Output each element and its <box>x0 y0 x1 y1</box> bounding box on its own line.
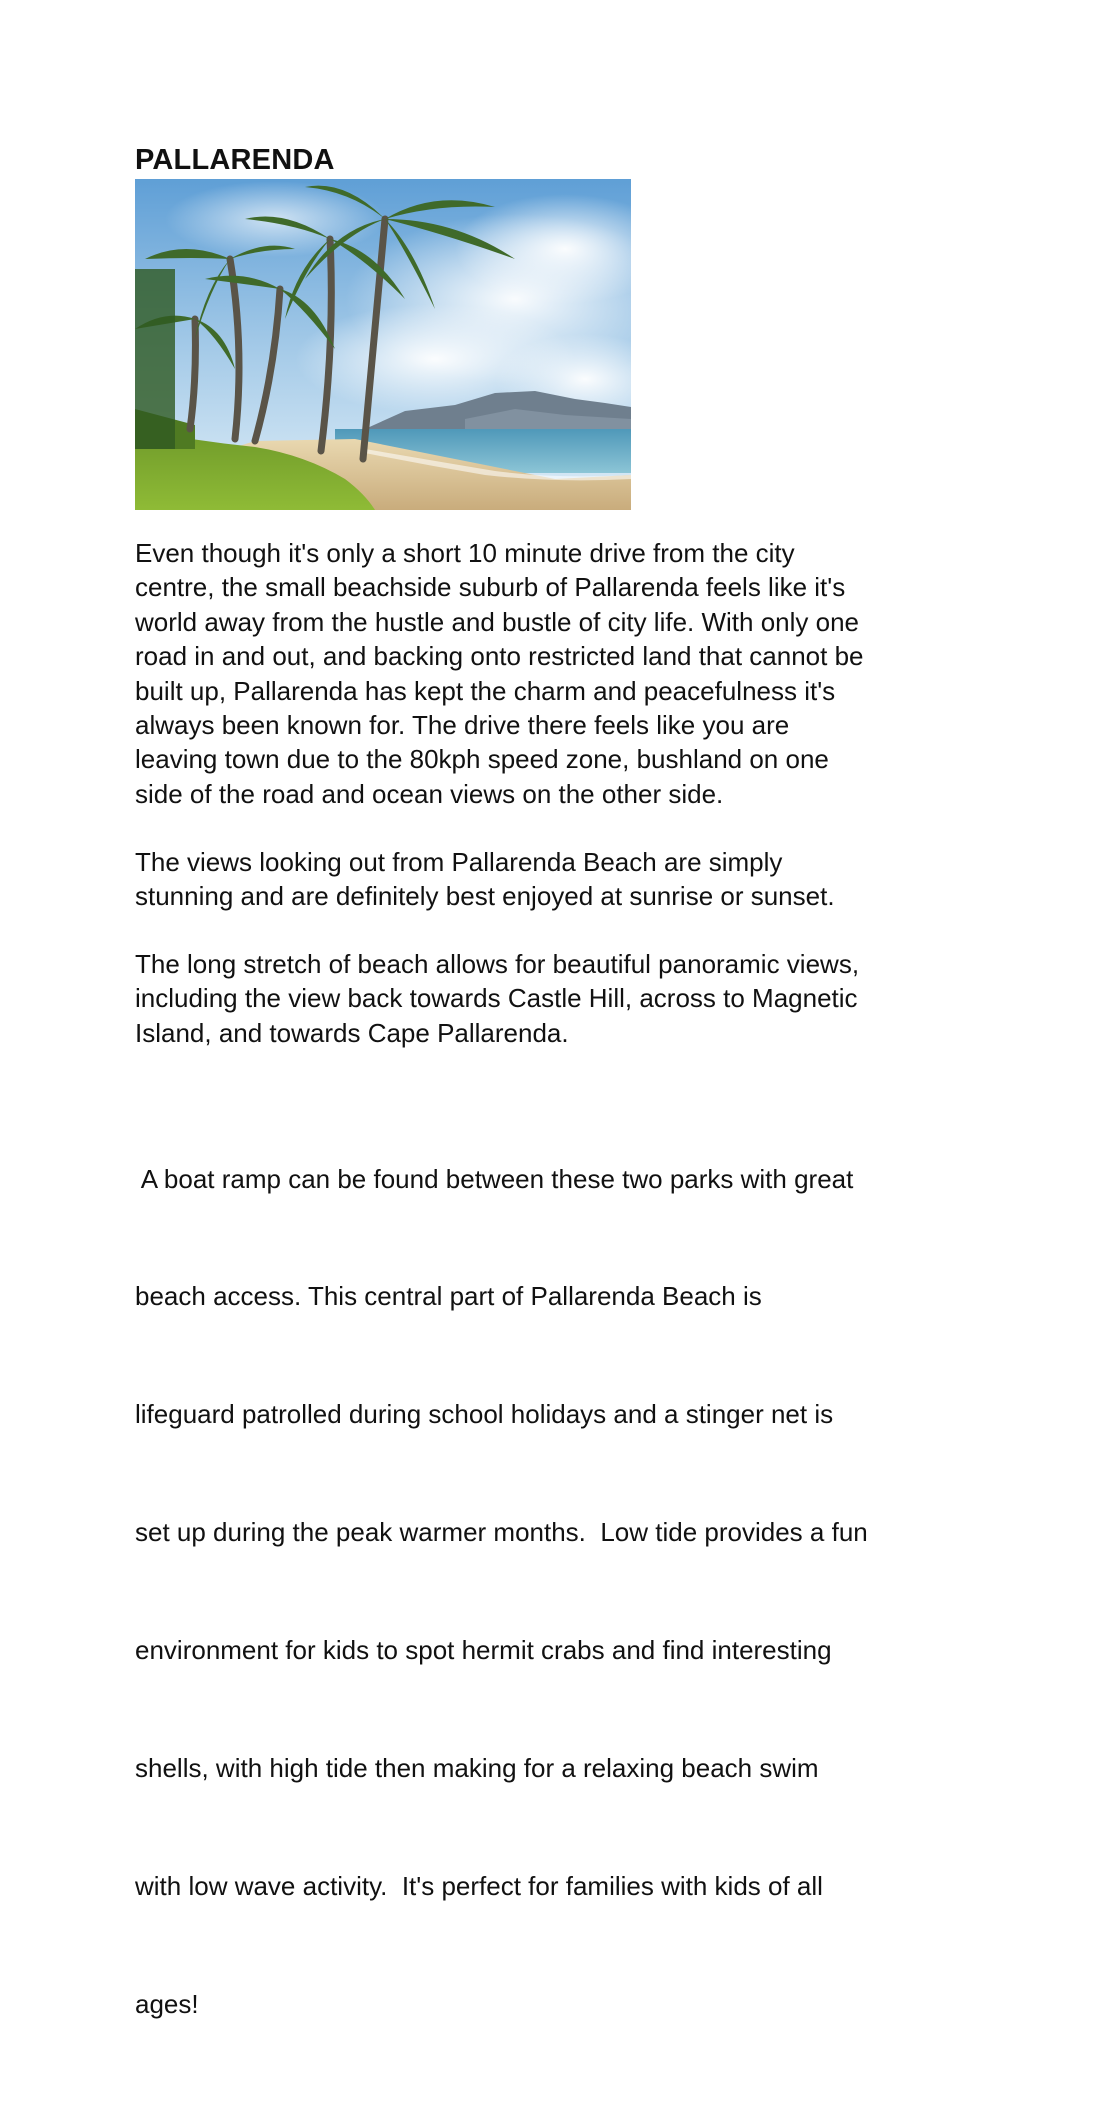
text-line: Island, and towards Cape Pallarenda. <box>135 1017 569 1048</box>
text-line: road in and out, and backing onto restricted land that cannot be <box>135 641 864 672</box>
text-line: beach access. This central part of Pallarenda Beach is <box>135 1281 762 1312</box>
text-line: Even though it's only a short 10 minute drive from the city <box>135 538 795 568</box>
text-line: ages! <box>135 1988 199 2019</box>
text-line: built up, Pallarenda has kept the charm and peacefulness it's <box>135 675 836 706</box>
text-line: shells, with high tide then making for a relaxing beach swim <box>135 1753 819 1784</box>
paragraph-views <box>135 845 995 914</box>
text-line: A boat ramp can be found between these two parks with great <box>135 1163 854 1194</box>
paragraph-boat-ramp <box>135 1081 995 2103</box>
text-line: The long stretch of beach allows for beautiful panoramic views, <box>135 949 860 979</box>
text-line: The views looking out from Pallarenda Beach are simply <box>135 847 783 877</box>
text-line: world away from the hustle and bustle of city life. With only one <box>135 606 860 637</box>
text-line: side of the road and ocean views on the other side. <box>135 778 724 809</box>
text-line: set up during the peak warmer months. Low tide provides a fun <box>135 1517 868 1548</box>
palm-beach-photo <box>135 179 631 510</box>
text-line: lifeguard patrolled during school holidays and a stinger net is <box>135 1399 834 1430</box>
text-line: environment for kids to spot hermit crabs and find interesting <box>135 1635 832 1666</box>
text-line: centre, the small beachside suburb of Pallarenda feels like it's <box>135 572 846 603</box>
text-line: leaving town due to the 80kph speed zone, bushland on one <box>135 744 829 775</box>
page-title: PALLARENDA <box>135 144 335 176</box>
text-line: including the view back towards Castle Hill, across to Magnetic <box>135 983 858 1014</box>
text-line: always been known for. The drive there feels like you are <box>135 710 790 741</box>
text-line: with low wave activity. It's perfect for families with kids of all <box>135 1870 823 1901</box>
paragraph-panoramic <box>135 947 995 1050</box>
text-line: stunning and are definitely best enjoyed at sunrise or sunset. <box>135 881 835 912</box>
paragraph-intro <box>135 536 995 811</box>
